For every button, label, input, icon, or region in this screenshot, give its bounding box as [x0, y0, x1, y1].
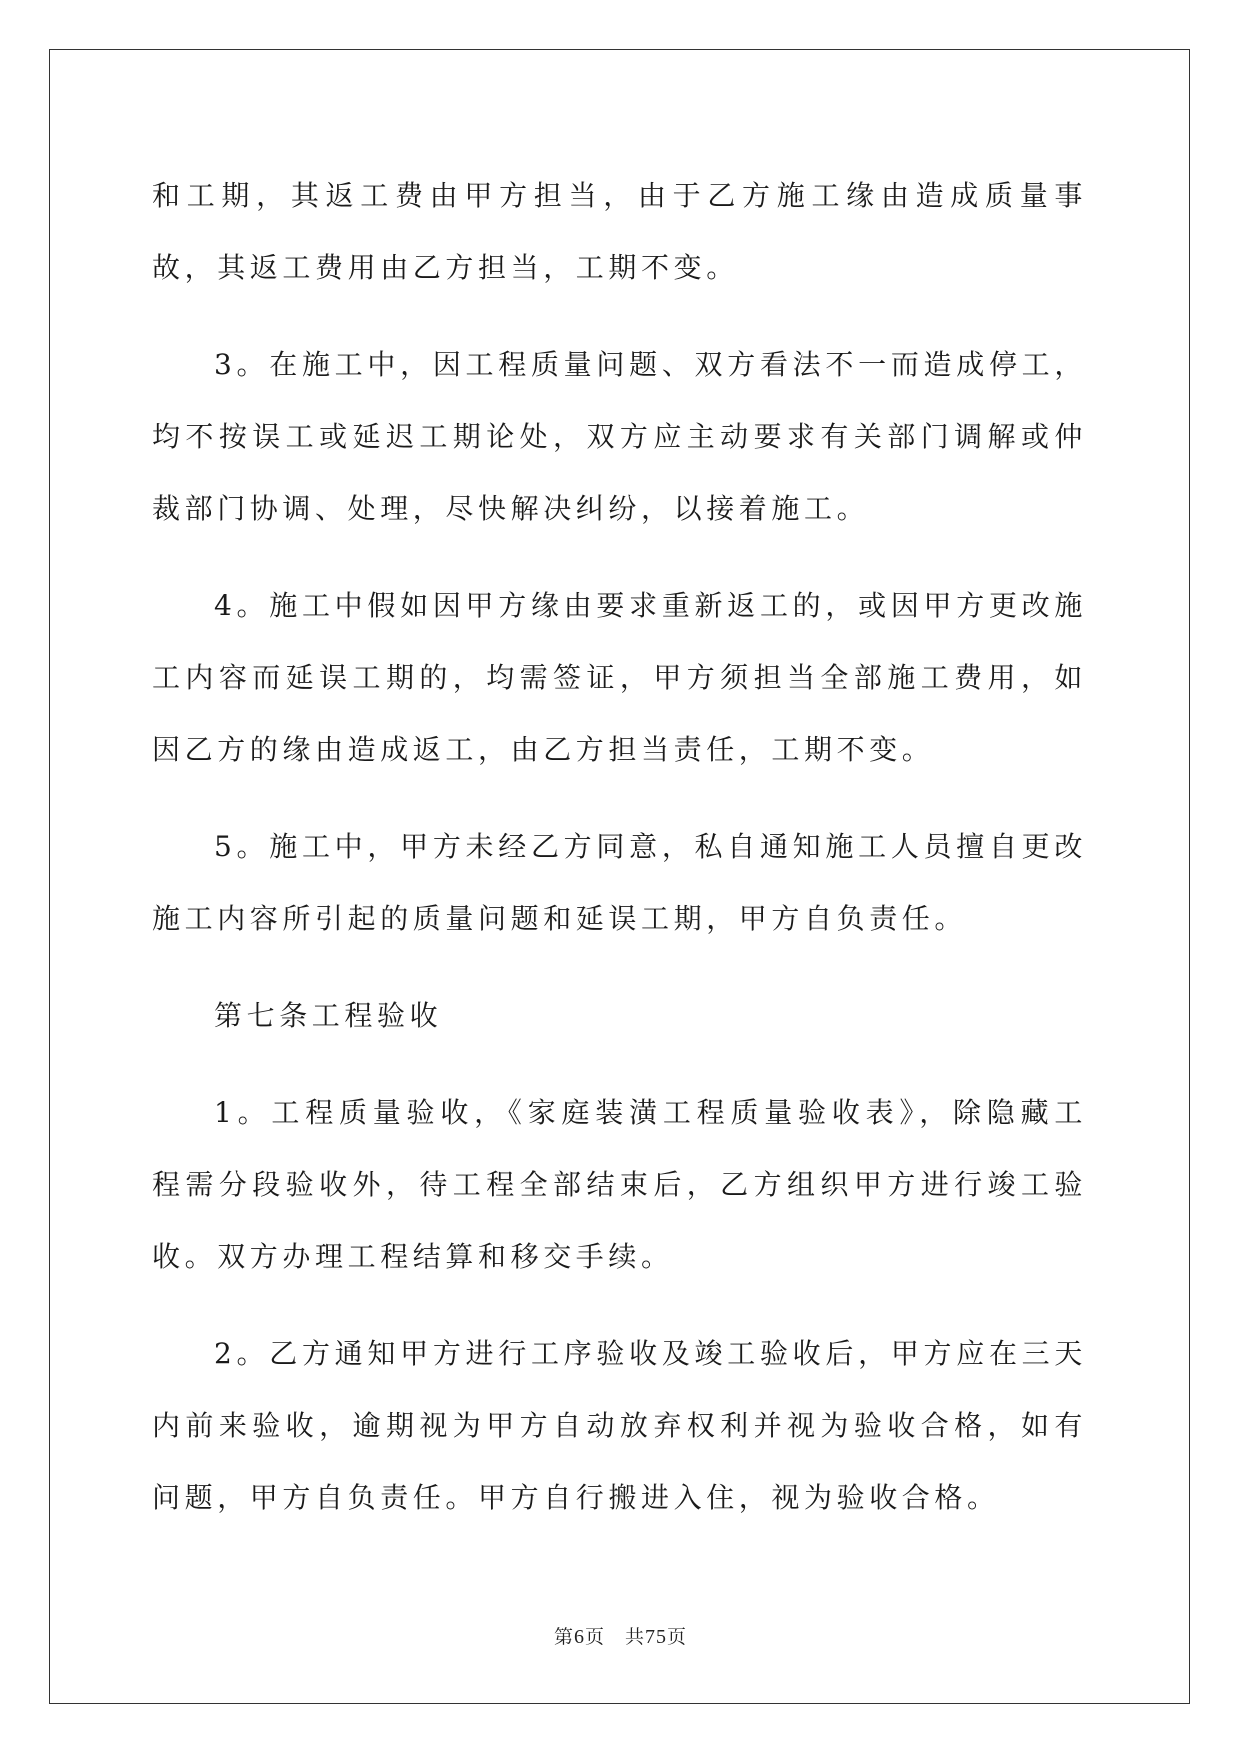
page-prefix: 第	[553, 1627, 574, 1648]
page-number: 6	[573, 1626, 585, 1648]
total-prefix: 共	[625, 1627, 646, 1648]
document-body	[152, 160, 1087, 1559]
total-pages: 75	[645, 1626, 668, 1648]
page-footer	[0, 1622, 1241, 1649]
paragraph-continuation: 和工期，其返工费由甲方担当，由于乙方施工缘由造成质量事故，其返工费用由乙方担当，工期不变。	[152, 179, 1087, 284]
paragraph-item-4: 4。施工中假如因甲方缘由要求重新返工的，或因甲方更改施工内容而延误工期的，均需签证，甲方须担当全部施工费用，如因乙方的缘由造成返工，由乙方担当责任，工期不变。	[152, 589, 1087, 766]
total-suffix: 页	[667, 1627, 688, 1648]
section-heading-article-7: 第七条工程验收	[214, 999, 443, 1032]
paragraph-item-3: 3。在施工中，因工程质量问题、双方看法不一而造成停工，均不按误工或延迟工期论处，双方应主动要求有关部门调解或仲裁部门协调、处理，尽快解决纠纷，以接着施工。	[152, 348, 1087, 525]
paragraph-item-5: 5。施工中，甲方未经乙方同意，私自通知施工人员擅自更改施工内容所引起的质量问题和延误工期，甲方自负责任。	[152, 830, 1087, 935]
paragraph-acceptance-1: 1。工程质量验收，《家庭装潢工程质量验收表》，除隐藏工程需分段验收外，待工程全部结束后，乙方组织甲方进行竣工验收。双方办理工程结算和移交手续。	[152, 1096, 1087, 1273]
page-suffix: 页	[584, 1627, 605, 1648]
paragraph-acceptance-2: 2。乙方通知甲方进行工序验收及竣工验收后，甲方应在三天内前来验收，逾期视为甲方自动放弃权利并视为验收合格，如有问题，甲方自负责任。甲方自行搬进入住，视为验收合格。	[152, 1337, 1087, 1514]
